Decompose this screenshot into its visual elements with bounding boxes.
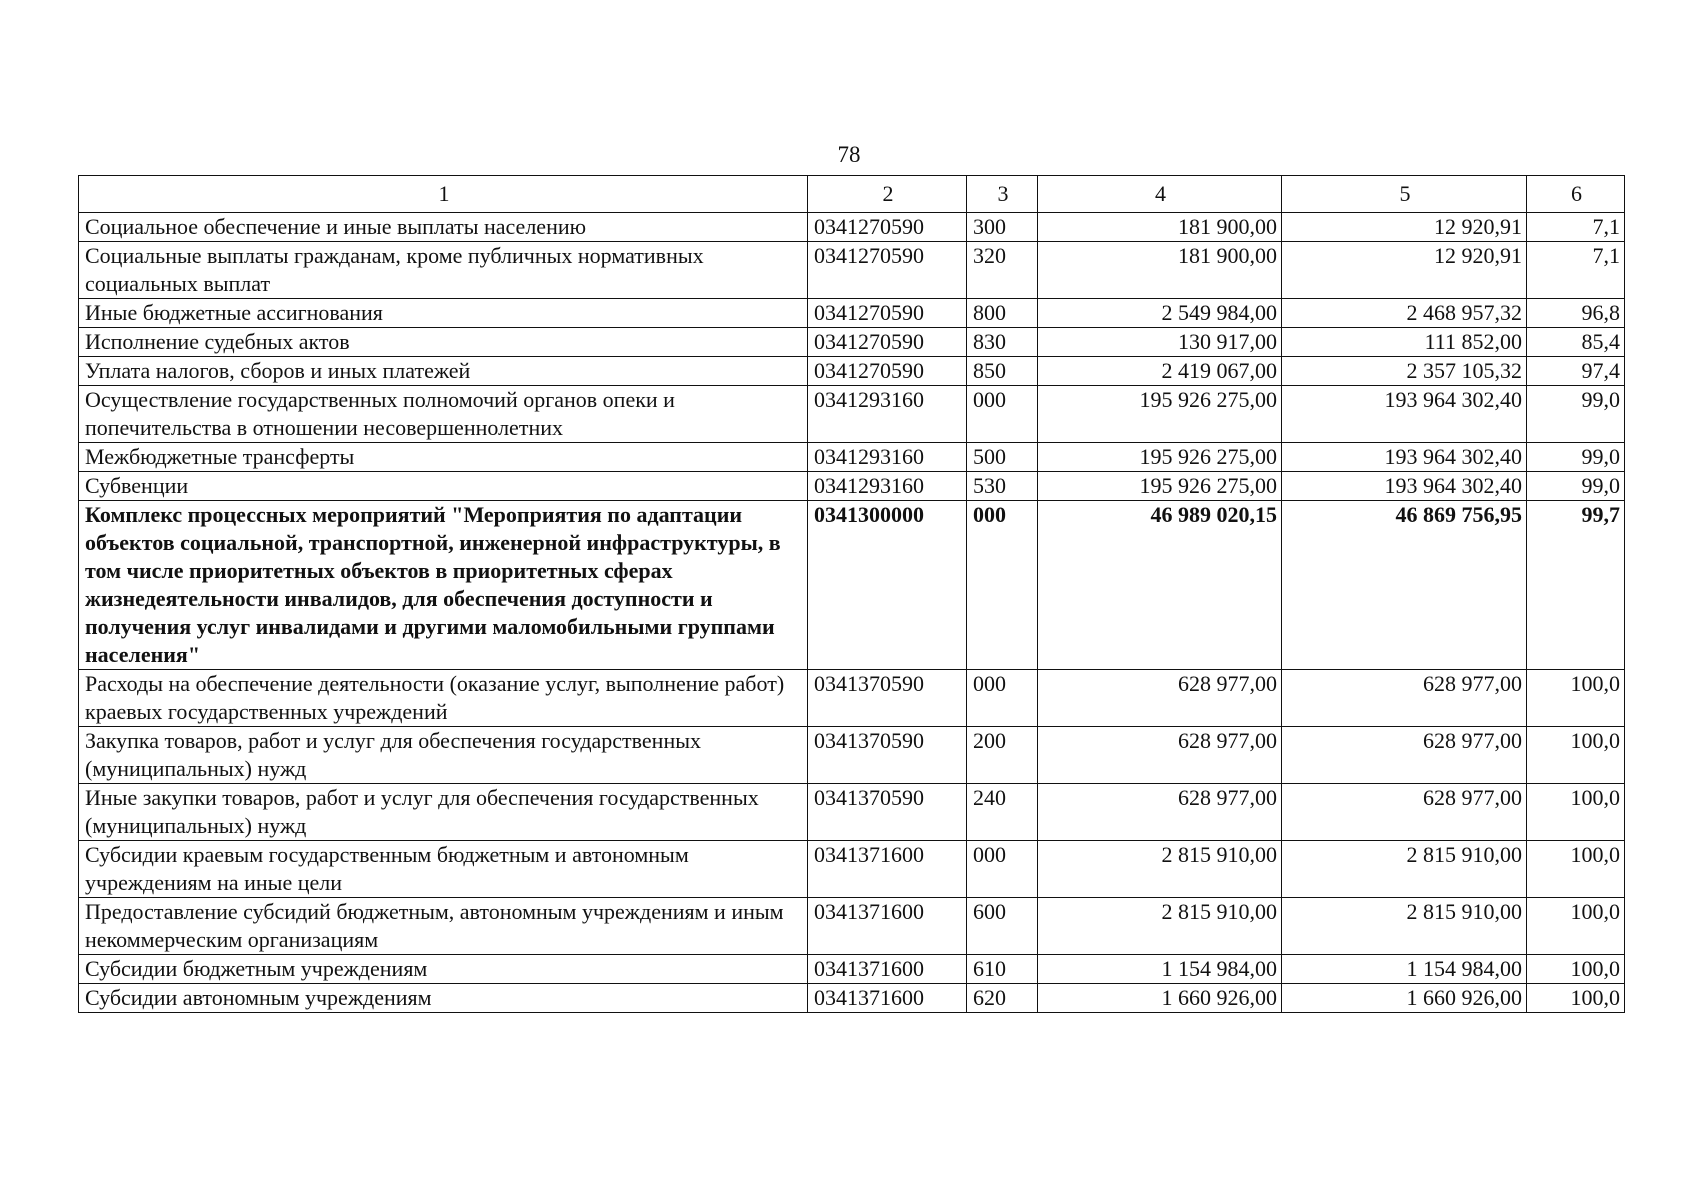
row-actual-cell: 2 468 957,32 xyxy=(1282,299,1527,328)
table-row xyxy=(79,955,1625,984)
table-row xyxy=(79,670,1625,727)
row-actual-cell: 1 154 984,00 xyxy=(1282,955,1527,984)
row-code-cell: 0341371600 xyxy=(808,898,967,955)
table-row xyxy=(79,984,1625,1013)
column-header: 1 xyxy=(79,176,808,213)
table-row xyxy=(79,898,1625,955)
row-name-cell: Социальные выплаты гражданам, кроме публичных нормативных социальных выплат xyxy=(79,242,808,299)
table-row xyxy=(79,841,1625,898)
table-row xyxy=(79,213,1625,242)
row-name-cell: Осуществление государственных полномочий органов опеки и попечительства в отношении несовершеннолетних xyxy=(79,386,808,443)
row-percent-cell: 100,0 xyxy=(1527,955,1625,984)
row-type-cell: 620 xyxy=(967,984,1038,1013)
row-percent-cell: 7,1 xyxy=(1527,213,1625,242)
budget-table xyxy=(78,175,1625,1013)
table-row xyxy=(79,501,1625,670)
row-actual-cell: 193 964 302,40 xyxy=(1282,443,1527,472)
row-percent-cell: 99,0 xyxy=(1527,386,1625,443)
row-percent-cell: 100,0 xyxy=(1527,670,1625,727)
row-percent-cell: 97,4 xyxy=(1527,357,1625,386)
row-name-cell: Расходы на обеспечение деятельности (оказание услуг, выполнение работ) краевых государственных учреждений xyxy=(79,670,808,727)
row-percent-cell: 7,1 xyxy=(1527,242,1625,299)
row-type-cell: 240 xyxy=(967,784,1038,841)
row-name-cell: Межбюджетные трансферты xyxy=(79,443,808,472)
row-plan-cell: 628 977,00 xyxy=(1038,670,1282,727)
row-type-cell: 000 xyxy=(967,501,1038,670)
row-actual-cell: 12 920,91 xyxy=(1282,213,1527,242)
row-code-cell: 0341370590 xyxy=(808,670,967,727)
row-code-cell: 0341270590 xyxy=(808,357,967,386)
table-row xyxy=(79,727,1625,784)
row-type-cell: 320 xyxy=(967,242,1038,299)
row-actual-cell: 2 357 105,32 xyxy=(1282,357,1527,386)
column-header: 3 xyxy=(967,176,1038,213)
row-type-cell: 610 xyxy=(967,955,1038,984)
row-plan-cell: 46 989 020,15 xyxy=(1038,501,1282,670)
row-actual-cell: 1 660 926,00 xyxy=(1282,984,1527,1013)
row-code-cell: 0341370590 xyxy=(808,727,967,784)
row-plan-cell: 130 917,00 xyxy=(1038,328,1282,357)
row-plan-cell: 181 900,00 xyxy=(1038,213,1282,242)
row-type-cell: 600 xyxy=(967,898,1038,955)
row-name-cell: Уплата налогов, сборов и иных платежей xyxy=(79,357,808,386)
row-name-cell: Субсидии автономным учреждениям xyxy=(79,984,808,1013)
table-row xyxy=(79,472,1625,501)
row-percent-cell: 100,0 xyxy=(1527,784,1625,841)
table-row xyxy=(79,357,1625,386)
row-actual-cell: 111 852,00 xyxy=(1282,328,1527,357)
row-code-cell: 0341371600 xyxy=(808,984,967,1013)
table-row xyxy=(79,242,1625,299)
row-plan-cell: 2 815 910,00 xyxy=(1038,841,1282,898)
row-name-cell: Субсидии бюджетным учреждениям xyxy=(79,955,808,984)
table-row xyxy=(79,299,1625,328)
row-name-cell: Субвенции xyxy=(79,472,808,501)
page-number: 78 xyxy=(837,142,861,167)
row-name-cell: Иные бюджетные ассигнования xyxy=(79,299,808,328)
row-code-cell: 0341293160 xyxy=(808,386,967,443)
row-plan-cell: 181 900,00 xyxy=(1038,242,1282,299)
row-actual-cell: 2 815 910,00 xyxy=(1282,841,1527,898)
row-percent-cell: 99,0 xyxy=(1527,472,1625,501)
row-name-cell: Комплекс процессных мероприятий "Мероприятия по адаптации объектов социальной, транспортной, инженерной инфраструктуры, в том числе приоритетных объектов в приоритетных сферах жизнедеятельности инвалидов, для обеспечения доступности и получения услуг инвалидами и другими маломобильными группами населения" xyxy=(79,501,808,670)
row-percent-cell: 100,0 xyxy=(1527,841,1625,898)
row-plan-cell: 2 815 910,00 xyxy=(1038,898,1282,955)
row-code-cell: 0341300000 xyxy=(808,501,967,670)
row-type-cell: 530 xyxy=(967,472,1038,501)
row-percent-cell: 99,0 xyxy=(1527,443,1625,472)
row-code-cell: 0341270590 xyxy=(808,299,967,328)
row-name-cell: Социальное обеспечение и иные выплаты населению xyxy=(79,213,808,242)
row-plan-cell: 628 977,00 xyxy=(1038,784,1282,841)
row-plan-cell: 195 926 275,00 xyxy=(1038,386,1282,443)
row-actual-cell: 46 869 756,95 xyxy=(1282,501,1527,670)
row-type-cell: 000 xyxy=(967,841,1038,898)
row-name-cell: Иные закупки товаров, работ и услуг для обеспечения государственных (муниципальных) нужд xyxy=(79,784,808,841)
row-code-cell: 0341293160 xyxy=(808,472,967,501)
row-type-cell: 830 xyxy=(967,328,1038,357)
row-name-cell: Субсидии краевым государственным бюджетным и автономным учреждениям на иные цели xyxy=(79,841,808,898)
row-type-cell: 800 xyxy=(967,299,1038,328)
row-percent-cell: 96,8 xyxy=(1527,299,1625,328)
column-header: 4 xyxy=(1038,176,1282,213)
row-percent-cell: 100,0 xyxy=(1527,898,1625,955)
row-actual-cell: 628 977,00 xyxy=(1282,670,1527,727)
row-name-cell: Исполнение судебных актов xyxy=(79,328,808,357)
row-plan-cell: 1 154 984,00 xyxy=(1038,955,1282,984)
row-actual-cell: 2 815 910,00 xyxy=(1282,898,1527,955)
row-plan-cell: 628 977,00 xyxy=(1038,727,1282,784)
row-code-cell: 0341370590 xyxy=(808,784,967,841)
row-percent-cell: 100,0 xyxy=(1527,984,1625,1013)
row-actual-cell: 628 977,00 xyxy=(1282,784,1527,841)
row-plan-cell: 2 419 067,00 xyxy=(1038,357,1282,386)
table-row xyxy=(79,386,1625,443)
table-body xyxy=(79,213,1625,1013)
row-type-cell: 200 xyxy=(967,727,1038,784)
row-plan-cell: 195 926 275,00 xyxy=(1038,472,1282,501)
column-header: 2 xyxy=(808,176,967,213)
row-code-cell: 0341270590 xyxy=(808,328,967,357)
row-actual-cell: 628 977,00 xyxy=(1282,727,1527,784)
row-name-cell: Закупка товаров, работ и услуг для обеспечения государственных (муниципальных) нужд xyxy=(79,727,808,784)
table-row xyxy=(79,443,1625,472)
column-header-row xyxy=(79,176,1625,213)
table-row xyxy=(79,328,1625,357)
row-type-cell: 000 xyxy=(967,670,1038,727)
row-code-cell: 0341371600 xyxy=(808,955,967,984)
row-type-cell: 300 xyxy=(967,213,1038,242)
row-actual-cell: 193 964 302,40 xyxy=(1282,386,1527,443)
column-header: 5 xyxy=(1282,176,1527,213)
row-actual-cell: 12 920,91 xyxy=(1282,242,1527,299)
row-percent-cell: 100,0 xyxy=(1527,727,1625,784)
row-percent-cell: 85,4 xyxy=(1527,328,1625,357)
row-code-cell: 0341371600 xyxy=(808,841,967,898)
row-actual-cell: 193 964 302,40 xyxy=(1282,472,1527,501)
row-type-cell: 000 xyxy=(967,386,1038,443)
row-plan-cell: 195 926 275,00 xyxy=(1038,443,1282,472)
row-type-cell: 850 xyxy=(967,357,1038,386)
row-code-cell: 0341270590 xyxy=(808,242,967,299)
row-code-cell: 0341270590 xyxy=(808,213,967,242)
row-name-cell: Предоставление субсидий бюджетным, автономным учреждениям и иным некоммерческим организациям xyxy=(79,898,808,955)
row-percent-cell: 99,7 xyxy=(1527,501,1625,670)
row-plan-cell: 1 660 926,00 xyxy=(1038,984,1282,1013)
table-row xyxy=(79,784,1625,841)
row-type-cell: 500 xyxy=(967,443,1038,472)
row-plan-cell: 2 549 984,00 xyxy=(1038,299,1282,328)
column-header: 6 xyxy=(1527,176,1625,213)
row-code-cell: 0341293160 xyxy=(808,443,967,472)
